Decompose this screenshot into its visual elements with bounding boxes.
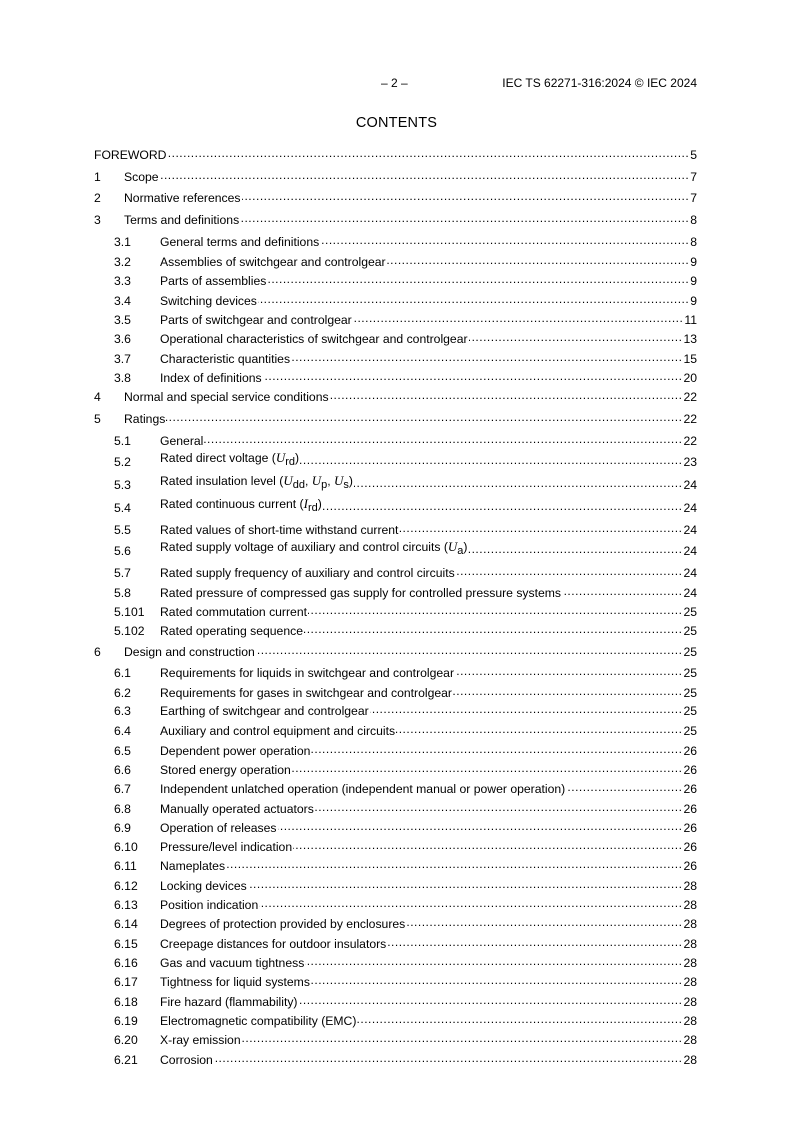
dot-leader xyxy=(370,702,683,716)
toc-entry-page: 25 xyxy=(683,686,697,700)
dot-leader xyxy=(293,838,682,852)
toc-entry-number: 5.8 xyxy=(114,586,131,600)
toc-entry-number: 5.1 xyxy=(114,434,131,448)
toc-entry[interactable] xyxy=(94,991,697,1009)
toc-entry[interactable] xyxy=(94,1029,697,1047)
toc-entry[interactable] xyxy=(94,270,697,288)
toc-entry-title: Degrees of protection provided by enclosures xyxy=(160,917,406,931)
toc-entry-page: 24 xyxy=(683,544,697,558)
toc-entry[interactable] xyxy=(94,855,697,873)
toc-entry[interactable] xyxy=(94,187,697,205)
toc-entry-page: 26 xyxy=(683,744,697,758)
toc-entry[interactable] xyxy=(94,875,697,893)
toc-entry-page: 26 xyxy=(683,859,697,873)
toc-entry-number: 3.5 xyxy=(114,313,131,327)
toc-entry-title: Pressure/level indication xyxy=(160,840,293,854)
toc-entry[interactable] xyxy=(94,798,697,816)
toc-entry-number: 6.12 xyxy=(114,879,138,893)
toc-entry-title: Ratings xyxy=(124,412,166,426)
toc-entry[interactable] xyxy=(94,641,697,659)
toc-entry-page: 28 xyxy=(683,1014,697,1028)
toc-entry-title: Requirements for gases in switchgear and controlgear xyxy=(160,686,452,700)
toc-entry-title: Operation of releases xyxy=(160,821,277,835)
dot-leader xyxy=(204,432,682,446)
toc-entry-number: 3.4 xyxy=(114,294,131,308)
toc-entry-number: 6.13 xyxy=(114,898,138,912)
toc-entry[interactable] xyxy=(94,386,697,404)
toc-entry-page: 22 xyxy=(683,412,697,426)
toc-entry-title: Assemblies of switchgear and controlgear xyxy=(160,255,386,269)
toc-entry-title: Electromagnetic compatibility (EMC) xyxy=(160,1014,357,1028)
toc-entry[interactable] xyxy=(94,817,697,835)
toc-entry-page: 8 xyxy=(690,213,697,227)
toc-entry-number: 4 xyxy=(94,390,101,404)
dot-leader xyxy=(278,819,683,833)
toc-entry[interactable] xyxy=(94,894,697,912)
toc-entry-number: 6.9 xyxy=(114,821,131,835)
dot-leader xyxy=(242,189,690,203)
toc-entry-number: 6.15 xyxy=(114,937,138,951)
toc-entry[interactable] xyxy=(94,778,697,796)
toc-entry-page: 25 xyxy=(683,645,697,659)
toc-entry[interactable] xyxy=(94,933,697,951)
toc-entry-page: 9 xyxy=(690,274,697,288)
toc-entry[interactable] xyxy=(94,497,697,515)
toc-entry[interactable] xyxy=(94,913,697,931)
toc-entry-page: 22 xyxy=(683,434,697,448)
toc-entry[interactable] xyxy=(94,367,697,385)
toc-entry-title: General terms and definitions xyxy=(160,235,320,249)
dot-leader xyxy=(263,369,683,383)
toc-entry[interactable] xyxy=(94,328,697,346)
toc-entry[interactable] xyxy=(94,1049,697,1067)
toc-entry-number: 1 xyxy=(94,170,101,184)
toc-entry-page: 24 xyxy=(683,523,697,537)
dot-leader xyxy=(308,603,682,617)
toc-entry-page: 26 xyxy=(683,840,697,854)
toc-entry-title: Rated values of short-time withstand current xyxy=(160,523,399,537)
toc-entry[interactable] xyxy=(94,408,697,426)
toc-entry-page: 26 xyxy=(683,821,697,835)
toc-entry-page: 23 xyxy=(683,455,697,469)
toc-entry-title: Rated continuous current $(I_{rd})$ xyxy=(160,496,322,514)
dot-leader xyxy=(256,643,683,657)
dot-leader xyxy=(304,622,682,636)
dot-leader xyxy=(469,330,683,344)
toc-entry-page: 25 xyxy=(683,666,697,680)
dot-leader xyxy=(357,1012,682,1026)
toc-entry-title: Nameplates xyxy=(160,859,226,873)
dot-leader xyxy=(353,311,684,325)
toc-entry-title: Normal and special service conditions xyxy=(124,390,329,404)
dot-leader xyxy=(259,896,682,910)
toc-entry-title: Index of definitions xyxy=(160,371,262,385)
toc-entry-number: 6.8 xyxy=(114,802,131,816)
toc-entry[interactable] xyxy=(94,740,697,758)
toc-entry-number: 6.3 xyxy=(114,704,131,718)
toc-entry-page: 26 xyxy=(683,782,697,796)
dot-leader xyxy=(258,292,689,306)
toc-entry-page: 26 xyxy=(683,763,697,777)
toc-entry-number: 3 xyxy=(94,213,101,227)
toc-entry[interactable] xyxy=(94,309,697,327)
toc-entry-number: 5.3 xyxy=(114,478,131,492)
toc-entry-page: 5 xyxy=(690,148,697,162)
toc-entry-number: 3.6 xyxy=(114,332,131,346)
toc-entry[interactable] xyxy=(94,474,697,492)
toc-entry-number: 6.19 xyxy=(114,1014,138,1028)
toc-entry-page: 11 xyxy=(684,313,697,327)
toc-entry-page: 24 xyxy=(683,501,697,515)
dot-leader xyxy=(453,684,682,698)
toc-entry-title: FOREWORD xyxy=(94,148,167,162)
toc-entry-page: 28 xyxy=(683,995,697,1009)
toc-entry-title: Rated supply voltage of auxiliary and control circuits $(U_a)$ xyxy=(160,539,468,557)
toc-entry[interactable] xyxy=(94,720,697,738)
dot-leader xyxy=(387,253,690,267)
toc-entry-title: Fire hazard (flammability) xyxy=(160,995,298,1009)
toc-entry-page: 13 xyxy=(683,332,697,346)
toc-entry-title: General xyxy=(160,434,204,448)
toc-entry-page: 28 xyxy=(683,879,697,893)
toc-entry-page: 22 xyxy=(683,390,697,404)
toc-entry[interactable] xyxy=(94,251,697,269)
toc-entry-number: 6.14 xyxy=(114,917,138,931)
toc-entry-page: 9 xyxy=(690,294,697,308)
toc-entry-page: 25 xyxy=(683,624,697,638)
toc-entry-page: 26 xyxy=(683,802,697,816)
dot-leader xyxy=(396,722,682,736)
dot-leader xyxy=(267,272,689,286)
toc-entry-number: 6.16 xyxy=(114,956,138,970)
dot-leader xyxy=(298,993,682,1007)
toc-entry-number: 6 xyxy=(94,645,101,659)
toc-entry-number: 3.2 xyxy=(114,255,131,269)
toc-entry-title: Operational characteristics of switchgear and controlgear xyxy=(160,332,468,346)
toc-entry-title: Earthing of switchgear and controlgear xyxy=(160,704,369,718)
toc-entry-title: Gas and vacuum tightness xyxy=(160,956,305,970)
toc-entry-page: 24 xyxy=(683,566,697,580)
toc-entry[interactable] xyxy=(94,682,697,700)
toc-entry-page: 25 xyxy=(683,724,697,738)
toc-entry-number: 6.5 xyxy=(114,744,131,758)
toc-entry-page: 7 xyxy=(690,191,697,205)
dot-leader xyxy=(323,499,683,513)
dot-leader xyxy=(387,935,682,949)
toc-entry-page: 28 xyxy=(683,1053,697,1067)
toc-entry-title: Characteristic quantities xyxy=(160,352,291,366)
toc-entry-number: 5 xyxy=(94,412,101,426)
dot-leader xyxy=(406,915,682,929)
toc-entry-title: Auxiliary and control equipment and circuits xyxy=(160,724,396,738)
toc-entry[interactable] xyxy=(94,430,697,448)
toc-entry[interactable] xyxy=(94,540,697,558)
toc-entry-page: 8 xyxy=(690,235,697,249)
standard-reference: IEC TS 62271-316:2024 © IEC 2024 xyxy=(502,76,697,90)
toc-entry-title: Locking devices xyxy=(160,879,247,893)
toc-entry-number: 6.11 xyxy=(114,859,137,873)
dot-leader xyxy=(330,388,683,402)
dot-leader xyxy=(291,350,682,364)
toc-entry[interactable] xyxy=(94,601,697,619)
dot-leader xyxy=(248,877,683,891)
toc-entry-page: 25 xyxy=(683,605,697,619)
dot-leader xyxy=(226,857,682,871)
dot-leader xyxy=(354,476,682,490)
toc-entry-number: 6.2 xyxy=(114,686,131,700)
toc-entry-number: 6.4 xyxy=(114,724,131,738)
dot-leader xyxy=(305,954,682,968)
toc-entry[interactable] xyxy=(94,562,697,580)
toc-entry-number: 3.8 xyxy=(114,371,131,385)
toc-entry[interactable] xyxy=(94,290,697,308)
dot-leader xyxy=(566,780,682,794)
toc-entry-title: Terms and definitions xyxy=(124,213,240,227)
toc-entry-title: X-ray emission xyxy=(160,1033,241,1047)
toc-entry[interactable] xyxy=(94,582,697,600)
toc-entry-page: 28 xyxy=(683,975,697,989)
dot-leader xyxy=(311,742,682,756)
dot-leader xyxy=(240,211,689,225)
toc-entry[interactable] xyxy=(94,166,697,184)
toc-entry-title: Rated direct voltage $(U_{rd})$ xyxy=(160,450,300,468)
toc-entry-number: 6.1 xyxy=(114,666,131,680)
page-title: CONTENTS xyxy=(355,115,438,131)
toc-entry-title: Rated supply frequency of auxiliary and control circuits xyxy=(160,566,455,580)
toc-entry-number: 5.2 xyxy=(114,455,131,469)
toc-entry-page: 20 xyxy=(683,371,697,385)
toc-entry-page: 28 xyxy=(683,956,697,970)
toc-entry-number: 3.1 xyxy=(114,235,131,249)
toc-entry-page: 9 xyxy=(690,255,697,269)
toc-entry-title: Tightness for liquid systems xyxy=(160,975,310,989)
toc-entry[interactable] xyxy=(94,971,697,989)
toc-entry-number: 5.5 xyxy=(114,523,131,537)
toc-entry-page: 15 xyxy=(683,352,697,366)
dot-leader xyxy=(300,453,682,467)
dot-leader xyxy=(468,542,682,556)
toc-entry-title: Requirements for liquids in switchgear and controlgear xyxy=(160,666,455,680)
dot-leader xyxy=(311,973,683,987)
toc-entry-number: 6.17 xyxy=(114,975,138,989)
dot-leader xyxy=(166,410,682,424)
toc-entry[interactable] xyxy=(94,519,697,537)
toc-entry[interactable] xyxy=(94,144,697,162)
dot-leader xyxy=(456,564,683,578)
toc-entry[interactable] xyxy=(94,451,697,469)
toc-entry-title: Parts of assemblies xyxy=(160,274,267,288)
dot-leader xyxy=(320,233,689,247)
toc-entry-title: Design and construction xyxy=(124,645,255,659)
toc-entry-number: 3.3 xyxy=(114,274,131,288)
page-number: – 2 – xyxy=(381,76,408,90)
toc-entry-page: 24 xyxy=(683,478,697,492)
toc-entry-title: Switching devices xyxy=(160,294,257,308)
toc-entry-page: 28 xyxy=(683,1033,697,1047)
dot-leader xyxy=(315,800,683,814)
toc-entry-title: Rated operating sequence xyxy=(160,624,303,638)
toc-entry-title: Dependent power operation xyxy=(160,744,311,758)
toc-entry-title: Rated pressure of compressed gas supply for controlled pressure systems xyxy=(160,586,562,600)
toc-entry-title: Independent unlatched operation (independent manual or power operation) xyxy=(160,782,566,796)
toc-entry-page: 25 xyxy=(683,704,697,718)
toc-entry[interactable] xyxy=(94,700,697,718)
toc-entry-title: Position indication xyxy=(160,898,259,912)
toc-entry-page: 24 xyxy=(683,586,697,600)
toc-entry-title: Scope xyxy=(124,170,159,184)
toc-entry-number: 6.20 xyxy=(114,1033,138,1047)
toc-entry-page: 28 xyxy=(683,917,697,931)
toc-entry-number: 5.6 xyxy=(114,544,131,558)
dot-leader xyxy=(242,1031,683,1045)
toc-entry-title: Manually operated actuators xyxy=(160,802,314,816)
toc-entry-number: 3.7 xyxy=(114,352,131,366)
dot-leader xyxy=(399,521,682,535)
toc-entry-title: Corrosion xyxy=(160,1053,213,1067)
toc-entry-number: 6.10 xyxy=(114,840,138,854)
toc-entry-number: 5.101 xyxy=(114,605,145,619)
dot-leader xyxy=(214,1051,683,1065)
dot-leader xyxy=(167,146,689,160)
toc-entry[interactable] xyxy=(94,620,697,638)
toc-entry-number: 6.6 xyxy=(114,763,131,777)
toc-entry-title: Rated commutation current xyxy=(160,605,307,619)
toc-entry[interactable] xyxy=(94,231,697,249)
toc-entry[interactable] xyxy=(94,759,697,777)
dot-leader xyxy=(160,168,690,182)
toc-entry-page: 28 xyxy=(683,898,697,912)
dot-leader xyxy=(562,584,682,598)
toc-entry-title: Rated insulation level ($U_{dd}$, $U_p$, $U_s$) xyxy=(160,473,353,491)
dot-leader xyxy=(292,761,683,775)
toc-entry[interactable] xyxy=(94,836,697,854)
toc-entry-title: Stored energy operation xyxy=(160,763,291,777)
toc-entry-number: 5.7 xyxy=(114,566,131,580)
toc-entry[interactable] xyxy=(94,348,697,366)
toc-entry-title: Normative references xyxy=(124,191,241,205)
toc-entry-page: 7 xyxy=(690,170,697,184)
toc-entry[interactable] xyxy=(94,662,697,680)
dot-leader xyxy=(455,664,682,678)
toc-entry-number: 6.21 xyxy=(114,1053,138,1067)
toc-entry-number: 6.7 xyxy=(114,782,131,796)
toc-entry-title: Parts of switchgear and controlgear xyxy=(160,313,352,327)
toc-entry-number: 5.102 xyxy=(114,624,145,638)
toc-entry-title: Creepage distances for outdoor insulators xyxy=(160,937,387,951)
toc-entry[interactable] xyxy=(94,1010,697,1028)
toc-entry-number: 6.18 xyxy=(114,995,138,1009)
toc-entry-page: 28 xyxy=(683,937,697,951)
toc-entry-number: 5.4 xyxy=(114,501,131,515)
toc-entry[interactable] xyxy=(94,209,697,227)
toc-entry-number: 2 xyxy=(94,191,101,205)
toc-entry[interactable] xyxy=(94,952,697,970)
